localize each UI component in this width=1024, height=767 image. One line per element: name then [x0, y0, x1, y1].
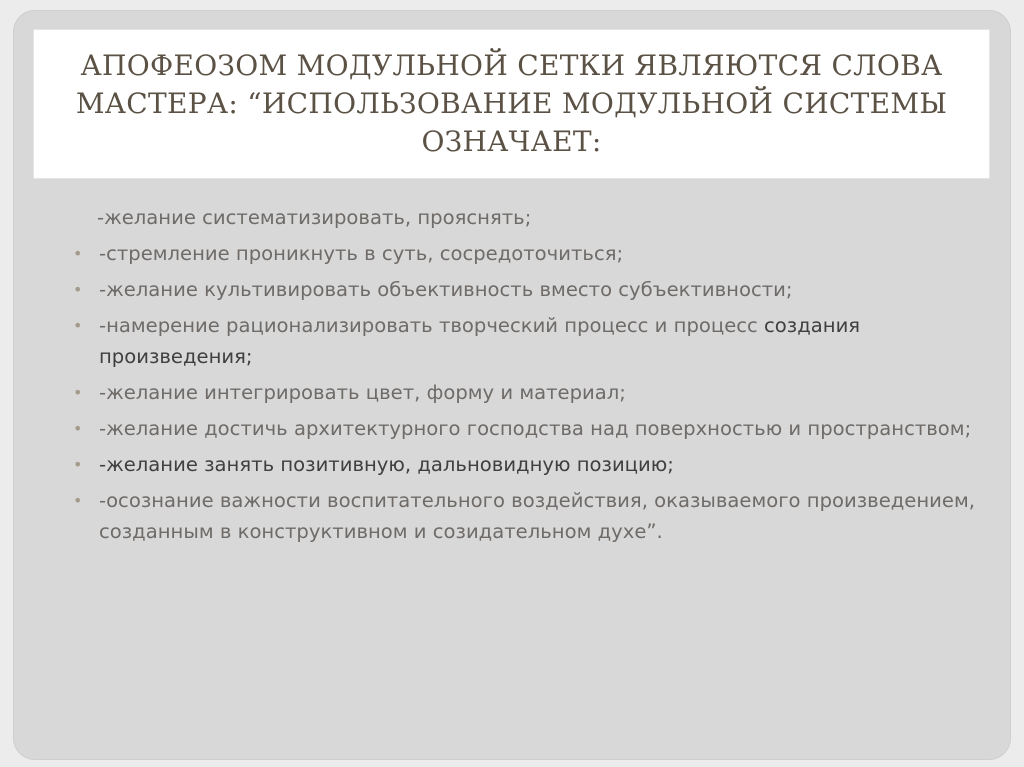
list-item-text: -осознание важности воспитательного воздействия, оказываемого произведением, созданным в конструктивном и созидательном духе”.	[99, 489, 975, 543]
list-item-text: -стремление проникнуть в суть, сосредоточиться;	[99, 242, 624, 265]
slide-body	[73, 202, 983, 552]
bullet-icon: •	[73, 455, 83, 474]
title-box	[33, 29, 990, 179]
slide-title: АПОФЕОЗОМ МОДУЛЬНОЙ СЕТКИ ЯВЛЯЮТСЯ СЛОВА МАСТЕРА: “ИСПОЛЬЗОВАНИЕ МОДУЛЬНОЙ СИСТЕМЫ ОЗНАЧАЕТ:	[75, 49, 948, 158]
bullet-icon: •	[73, 419, 83, 438]
list-item	[73, 449, 983, 480]
list-item	[73, 310, 983, 372]
bullet-icon: •	[73, 383, 83, 402]
list-item	[73, 413, 983, 444]
list-item	[73, 238, 983, 269]
bullet-icon: •	[73, 244, 83, 263]
list-item-text: -желание интегрировать цвет, форму и материал;	[99, 381, 626, 404]
intro-line-text: -желание систематизировать, прояснять;	[97, 206, 532, 229]
bullet-icon: •	[73, 316, 83, 335]
list-item	[73, 274, 983, 305]
list-item-emphasis: создания произведения;	[99, 314, 861, 368]
list-item-text: -намерение рационализировать творческий процесс и процесс	[99, 314, 765, 337]
bullet-icon: •	[73, 491, 83, 510]
list-item-text: -желание культивировать объективность вместо субъективности;	[99, 278, 793, 301]
slide	[13, 10, 1011, 760]
bullet-icon: •	[73, 280, 83, 299]
list-item-emphasis: -желание занять позитивную, дальновидную позицию;	[99, 453, 674, 476]
list-item	[73, 485, 983, 547]
list-item	[73, 377, 983, 408]
intro-line	[73, 202, 983, 233]
list-item-text: -желание достичь архитектурного господства над поверхностью и пространством;	[99, 417, 972, 440]
